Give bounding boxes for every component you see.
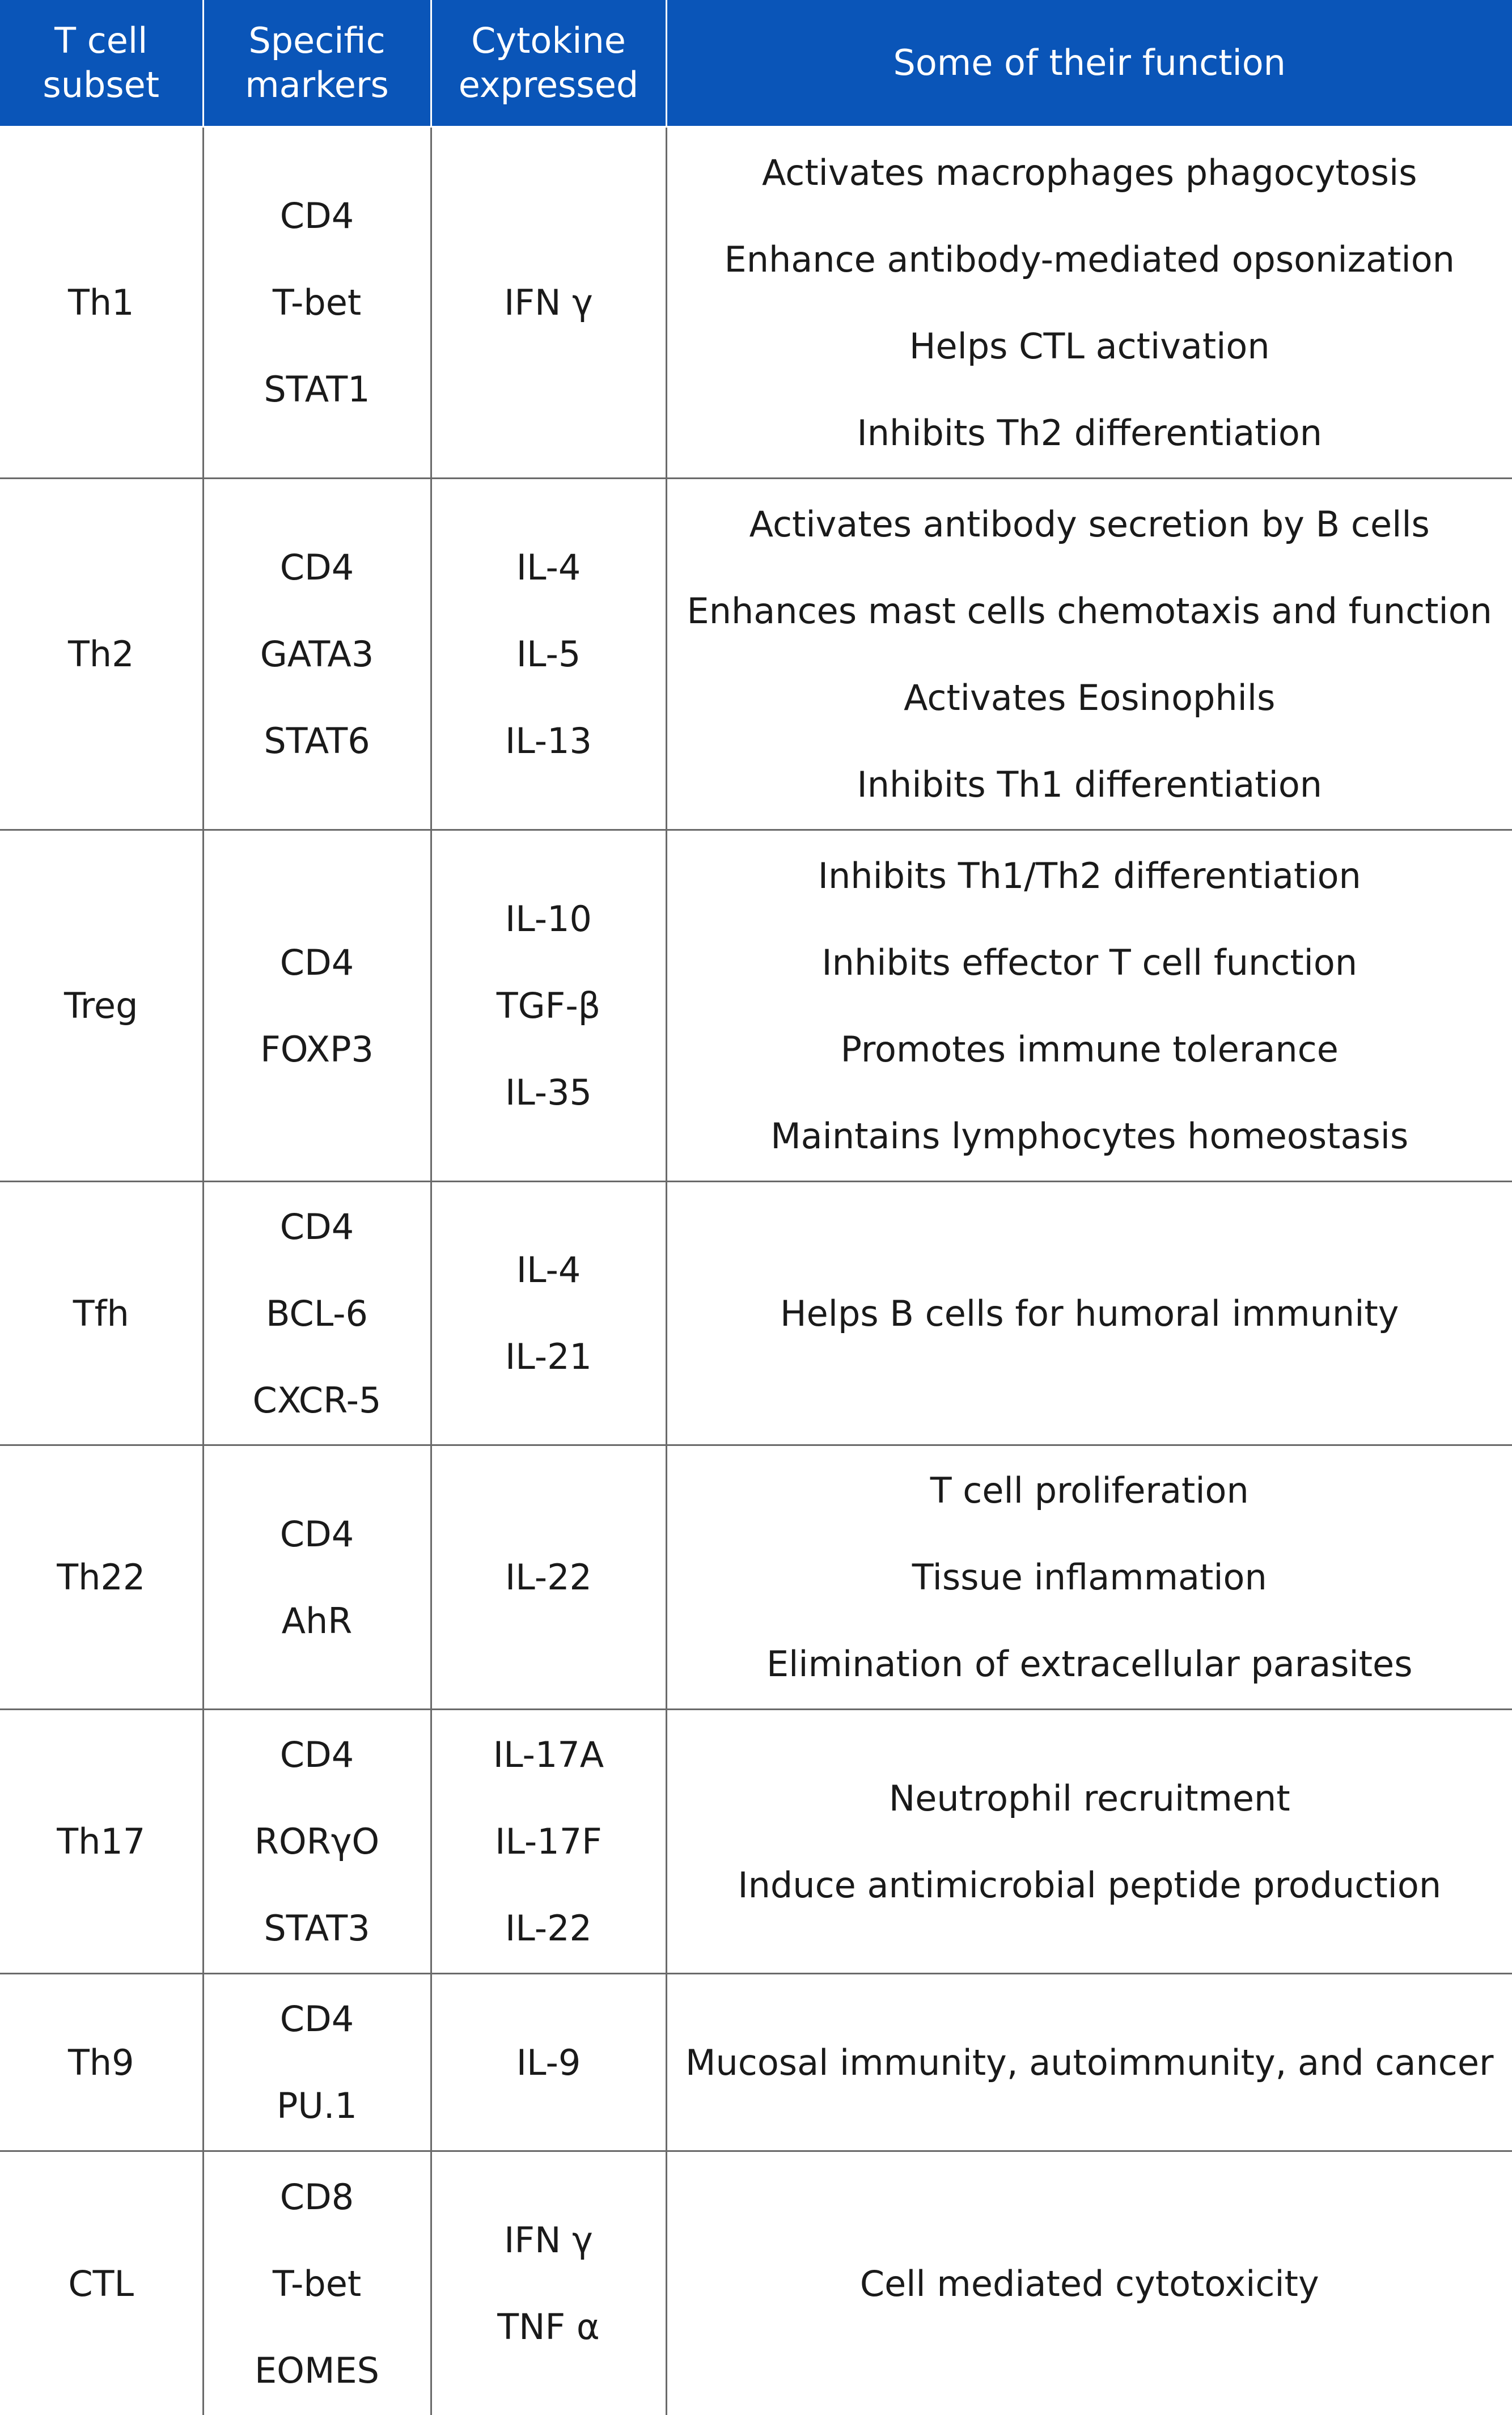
functions-cell-list (667, 832, 1512, 1179)
subset-name: Tfh (73, 1293, 129, 1334)
function-header-line: Some of their function (667, 41, 1512, 85)
cytokine-item: IL-13 (432, 697, 666, 784)
table-row (0, 830, 1512, 1182)
markers-cell (203, 1974, 431, 2151)
subset-cell (0, 830, 203, 1182)
cytokines-cell-list (432, 1226, 666, 1400)
markers-cell-list (204, 172, 430, 433)
function-item: Activates antibody secretion by B cells (667, 481, 1512, 568)
subset-cell (0, 127, 203, 479)
marker-item: CD4 (204, 1491, 430, 1577)
subset-header (0, 0, 203, 127)
cytokines-cell (431, 2151, 666, 2415)
functions-cell (666, 1182, 1512, 1445)
function-item: Mucosal immunity, autoimmunity, and cancer (667, 2019, 1512, 2106)
functions-cell (666, 1974, 1512, 2151)
cytokine-item: IL-4 (432, 524, 666, 611)
functions-cell (666, 2151, 1512, 2415)
functions-cell-list (667, 1755, 1512, 1928)
table-row (0, 479, 1512, 830)
markers-cell-list (204, 1711, 430, 1972)
cytokine-item: IL-17A (432, 1711, 666, 1798)
cytokine-item: TNF α (432, 2283, 666, 2370)
subset-name: Th2 (68, 633, 134, 675)
cytokines-cell-list (432, 524, 666, 784)
markers-cell-list (204, 1491, 430, 1664)
marker-item: EOMES (204, 2327, 430, 2414)
table-row (0, 1710, 1512, 1974)
subset-header-line: subset (0, 63, 202, 107)
cytokines-cell (431, 127, 666, 479)
function-item: Inhibits Th1/Th2 differentiation (667, 832, 1512, 919)
cytokines-cell-list (432, 2019, 666, 2106)
function-item: Maintains lymphocytes homeostasis (667, 1093, 1512, 1179)
marker-item: CD4 (204, 172, 430, 259)
function-item: Induce antimicrobial peptide production (667, 1842, 1512, 1928)
markers-cell-list (204, 1183, 430, 1444)
function-item: Elimination of extracellular parasites (667, 1621, 1512, 1707)
subset-name: Th22 (57, 1557, 145, 1598)
functions-cell (666, 1710, 1512, 1974)
functions-cell-list (667, 129, 1512, 476)
cytokine-item: IFN γ (432, 2197, 666, 2283)
cytokine-item: IL-35 (432, 1049, 666, 1136)
marker-item: CD4 (204, 1711, 430, 1798)
marker-item: PU.1 (204, 2062, 430, 2149)
cytokine-item: IL-4 (432, 1226, 666, 1313)
markers-cell (203, 127, 431, 479)
subset-cell (0, 479, 203, 830)
function-item: Inhibits Th2 differentiation (667, 390, 1512, 476)
function-item: Cell mediated cytotoxicity (667, 2240, 1512, 2327)
marker-item: STAT3 (204, 1885, 430, 1972)
markers-cell (203, 1445, 431, 1710)
function-item: Helps B cells for humoral immunity (667, 1270, 1512, 1357)
table-row (0, 1445, 1512, 1710)
markers-cell (203, 1182, 431, 1445)
markers-header-line: markers (204, 63, 430, 107)
subset-header-line: T cell (0, 19, 202, 63)
cytokines-header (431, 0, 666, 127)
functions-cell-list (667, 1447, 1512, 1707)
cytokines-cell (431, 479, 666, 830)
table-row (0, 2151, 1512, 2415)
table-row (0, 1182, 1512, 1445)
marker-item: CD4 (204, 524, 430, 611)
functions-cell-list (667, 2240, 1512, 2327)
subset-name: Th9 (68, 2042, 134, 2083)
cytokines-cell-list (432, 1534, 666, 1621)
table-row (0, 127, 1512, 479)
function-item: Helps CTL activation (667, 303, 1512, 390)
marker-item: RORγO (204, 1798, 430, 1885)
subset-cell (0, 1710, 203, 1974)
table-row (0, 1974, 1512, 2151)
subset-cell (0, 1445, 203, 1710)
marker-item: STAT6 (204, 697, 430, 784)
markers-cell-list (204, 2154, 430, 2414)
function-header (666, 0, 1512, 127)
cytokine-item: IL-21 (432, 1313, 666, 1400)
marker-item: CD4 (204, 1976, 430, 2062)
marker-item: AhR (204, 1577, 430, 1664)
cytokines-cell (431, 1182, 666, 1445)
markers-cell-list (204, 1976, 430, 2149)
markers-cell (203, 830, 431, 1182)
marker-item: CD4 (204, 919, 430, 1006)
cytokine-item: TGF-β (432, 962, 666, 1049)
cytokines-cell (431, 830, 666, 1182)
function-item: Enhance antibody-mediated opsonization (667, 216, 1512, 303)
table-body (0, 127, 1512, 2415)
cytokines-header-line: Cytokine (432, 19, 666, 63)
marker-item: CD4 (204, 1183, 430, 1270)
functions-cell (666, 127, 1512, 479)
function-item: Inhibits effector T cell function (667, 919, 1512, 1006)
marker-item: T-bet (204, 259, 430, 346)
markers-cell (203, 479, 431, 830)
function-item: Activates Eosinophils (667, 654, 1512, 741)
functions-cell-list (667, 1270, 1512, 1357)
cytokine-item: IL-22 (432, 1534, 666, 1621)
cytokine-item: IL-5 (432, 611, 666, 697)
functions-cell (666, 479, 1512, 830)
cytokines-cell-list (432, 2197, 666, 2370)
functions-cell (666, 1445, 1512, 1710)
header-row (0, 0, 1512, 127)
cytokines-cell (431, 1710, 666, 1974)
functions-cell (666, 830, 1512, 1182)
function-item: Tissue inflammation (667, 1534, 1512, 1621)
marker-item: GATA3 (204, 611, 430, 697)
function-item: T cell proliferation (667, 1447, 1512, 1534)
function-item: Activates macrophages phagocytosis (667, 129, 1512, 216)
marker-item: STAT1 (204, 346, 430, 433)
subset-name: Th1 (68, 282, 134, 323)
cytokine-item: IL-10 (432, 876, 666, 962)
function-item: Enhances mast cells chemotaxis and function (667, 568, 1512, 654)
functions-cell-list (667, 481, 1512, 828)
function-item: Promotes immune tolerance (667, 1006, 1512, 1093)
cytokine-item: IL-9 (432, 2019, 666, 2106)
cytokines-cell-list (432, 876, 666, 1136)
cytokine-item: IL-22 (432, 1885, 666, 1972)
markers-cell (203, 1710, 431, 1974)
cytokines-header-line: expressed (432, 63, 666, 107)
marker-item: FOXP3 (204, 1006, 430, 1093)
marker-item: CD8 (204, 2154, 430, 2240)
marker-item: CXCR-5 (204, 1357, 430, 1444)
subset-name: Treg (64, 985, 138, 1026)
markers-cell (203, 2151, 431, 2415)
functions-cell-list (667, 2019, 1512, 2106)
markers-cell-list (204, 524, 430, 784)
function-item: Inhibits Th1 differentiation (667, 741, 1512, 828)
cytokines-cell (431, 1974, 666, 2151)
marker-item: BCL-6 (204, 1270, 430, 1357)
subset-name: Th17 (57, 1821, 145, 1862)
subset-name: CTL (68, 2263, 134, 2304)
subset-cell (0, 1974, 203, 2151)
marker-item: T-bet (204, 2240, 430, 2327)
cytokines-cell-list (432, 259, 666, 346)
markers-header-line: Specific (204, 19, 430, 63)
cytokines-cell-list (432, 1711, 666, 1972)
subset-cell (0, 1182, 203, 1445)
markers-header (203, 0, 431, 127)
cytokine-item: IFN γ (432, 259, 666, 346)
subset-cell (0, 2151, 203, 2415)
markers-cell-list (204, 919, 430, 1093)
cytokines-cell (431, 1445, 666, 1710)
cytokine-item: IL-17F (432, 1798, 666, 1885)
function-item: Neutrophil recruitment (667, 1755, 1512, 1842)
